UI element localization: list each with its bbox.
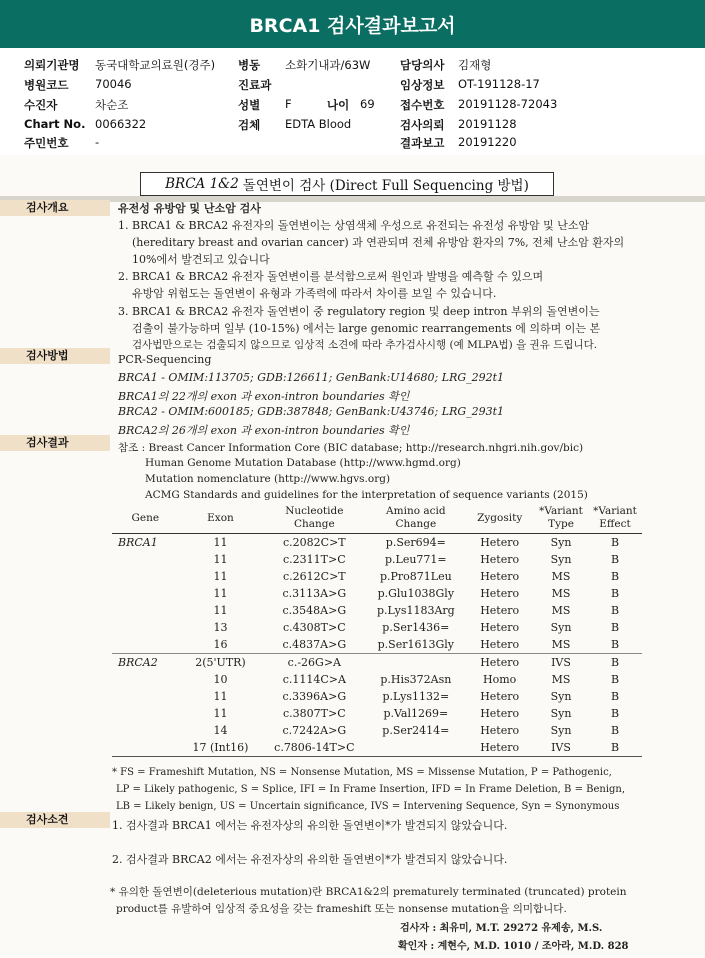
section-method: 검사방법: [0, 348, 110, 364]
cell-exon: 14: [213, 724, 228, 737]
cell-zygosity: Hetero: [480, 707, 520, 720]
cell-variant-type: Syn: [550, 553, 572, 566]
cell-gene: [112, 602, 179, 619]
cell-nucleotide: c.2311T>C: [283, 553, 346, 566]
cell-variant-type: Syn: [550, 690, 572, 703]
deleterious-note: * 유의한 돌연변이(deleterious mutation)란 BRCA1&2의 prematurely terminated (truncated) protein: [110, 886, 627, 898]
overview-heading: 유전성 유방암 및 난소암 검사: [118, 202, 261, 215]
cell-amino-acid: p.Leu771=: [385, 553, 447, 566]
table-row: [112, 671, 642, 688]
cell-zygosity: Homo: [483, 673, 517, 686]
id-value: -: [95, 135, 100, 149]
cell-variant-effect: B: [610, 604, 620, 617]
method-heading: PCR-Sequencing: [118, 353, 212, 366]
cell-variant-effect: B: [610, 536, 620, 549]
cell-variant-effect: B: [588, 654, 642, 672]
cell-gene: [112, 722, 179, 739]
cell-exon: 11: [213, 553, 228, 566]
chart-label: Chart No.: [24, 117, 86, 131]
col-nucleotide: Nucleotide Change: [262, 503, 366, 534]
hospital-value: 동국대학교의료원(경주): [95, 58, 216, 72]
table-row: [112, 602, 642, 619]
cell-variant-type: IVS: [534, 654, 588, 672]
cell-amino-acid: p.Ser694=: [385, 536, 446, 549]
overview-line: 10%에서 발견되고 있습니다: [132, 253, 270, 266]
receipt-value: 20191128-72043: [458, 97, 558, 111]
overview-line: (hereditary breast and ovarian cancer) 과 연관되며 전체 유방암 환자의 7%, 전체 난소암 환자의: [132, 236, 625, 249]
patient-label: 수진자: [24, 98, 58, 112]
table-row: [112, 705, 642, 722]
reference-line: Human Genome Mutation Database (http://www.hgmd.org): [145, 457, 461, 469]
overview-line: 검출이 불가능하며 일부 (10-15%) 에서는 large genomic rearrangements 에 의하며 이는 본: [132, 322, 601, 335]
cell-gene: [112, 585, 179, 602]
specimen-value: EDTA Blood: [285, 117, 352, 131]
cell-variant-type: MS: [551, 587, 571, 600]
opinion-line: 2. 검사결과 BRCA2 에서는 유전자상의 유의한 돌연변이*가 발견되지 않았습니다.: [112, 853, 508, 866]
cell-variant-effect: B: [610, 690, 620, 703]
method-line: BRCA2의 26개의 exon 과 exon-intron boundaries 확인: [118, 424, 410, 437]
table-row: [112, 688, 642, 705]
cell-gene: [112, 636, 179, 654]
cell-zygosity: Hetero: [480, 536, 520, 549]
cell-zygosity: Hetero: [480, 604, 520, 617]
approver-signature: 확인자 : 계현수, M.D. 1010 / 조아라, M.D. 828: [398, 941, 629, 952]
test-title-genes: BRCA 1&2: [165, 176, 239, 192]
cell-gene: [112, 739, 179, 757]
table-row: [112, 585, 642, 602]
table-row: [112, 568, 642, 585]
cell-amino-acid: [366, 654, 465, 672]
table-row: [112, 654, 642, 672]
section-opinion: 검사소견: [0, 812, 110, 828]
cell-zygosity: Hetero: [480, 621, 520, 634]
reference-line: ACMG Standards and guidelines for the interpretation of sequence variants (2015): [145, 489, 588, 501]
test-title: [140, 172, 554, 196]
col-variant-effect: *Variant Effect: [588, 503, 642, 534]
cell-variant-effect: B: [610, 673, 620, 686]
cell-variant-effect: B: [610, 621, 620, 634]
report-title: BRCA1 검사결과보고서: [0, 0, 705, 48]
cell-zygosity: Hetero: [480, 724, 520, 737]
cell-amino-acid: [366, 739, 465, 757]
test-title-text: 돌연변이 검사 (Direct Full Sequencing 방법): [242, 178, 529, 194]
cell-exon: 17 (Int16): [179, 739, 263, 757]
cell-variant-type: MS: [551, 673, 571, 686]
cell-zygosity: Hetero: [465, 739, 534, 757]
cell-nucleotide: c.3548A>G: [282, 604, 347, 617]
cell-exon: 16: [213, 638, 228, 651]
cell-gene: [112, 619, 179, 636]
cell-exon: 2(5'UTR): [179, 654, 263, 672]
footnote-line: * FS = Frameshift Mutation, NS = Nonsense Mutation, MS = Missense Mutation, P = Pathogenic,: [112, 767, 612, 778]
footnote-line: LP = Likely pathogenic, S = Splice, IFI = In Frame Insertion, IFD = In Frame Deletion, B = Benign,: [116, 784, 626, 795]
opinion-line: 1. 검사결과 BRCA1 에서는 유전자상의 유의한 돌연변이*가 발견되지 않았습니다.: [112, 819, 508, 832]
code-label: 병원코드: [24, 78, 69, 92]
ward-label: 병동: [238, 58, 261, 72]
section-overview: 검사개요: [0, 200, 110, 216]
cell-nucleotide: c.-26G>A: [262, 654, 366, 672]
cell-nucleotide: c.3396A>G: [282, 690, 347, 703]
request-label: 검사의뢰: [400, 118, 445, 132]
method-line: BRCA1의 22개의 exon 과 exon-intron boundaries 확인: [118, 390, 410, 403]
dept-label: 진료과: [238, 78, 272, 92]
table-header-row: [112, 503, 642, 534]
cell-zygosity: Hetero: [480, 570, 520, 583]
code-value: 70046: [95, 77, 132, 91]
cell-gene: [112, 705, 179, 722]
doctor-value: 김재형: [458, 58, 492, 72]
receipt-label: 접수번호: [400, 98, 445, 112]
sex-label: 성별: [238, 98, 261, 112]
cell-amino-acid: p.His372Asn: [380, 673, 452, 686]
col-amino-acid: Amino acid Change: [366, 503, 465, 534]
variant-table: [112, 503, 642, 757]
overview-line: 유방암 위험도는 돌연변이 유형과 가족력에 따라서 차이를 보일 수 있습니다.: [132, 287, 497, 300]
table-row: [112, 551, 642, 568]
cell-exon: 11: [213, 587, 228, 600]
cell-exon: 11: [213, 570, 228, 583]
cell-nucleotide: c.7806-14T>C: [262, 739, 366, 757]
cell-amino-acid: p.Val1269=: [383, 707, 449, 720]
cell-variant-effect: B: [610, 553, 620, 566]
col-variant-type: *Variant Type: [534, 503, 588, 534]
col-zygosity: Zygosity: [465, 503, 534, 534]
overview-line: 3. BRCA1 & BRCA2 유전자 돌연변이 중 regulatory region 및 deep intron 부위의 돌연변이는: [118, 305, 600, 318]
cell-nucleotide: c.1114C>A: [282, 673, 346, 686]
cell-zygosity: Hetero: [480, 690, 520, 703]
cell-exon: 11: [213, 690, 228, 703]
cell-nucleotide: c.3807T>C: [283, 707, 346, 720]
method-line: BRCA1 - OMIM:113705; GDB:126611; GenBank:U14680; LRG_292t1: [118, 371, 505, 384]
cell-variant-effect: B: [610, 587, 620, 600]
doctor-label: 담당의사: [400, 58, 445, 72]
examiner-signature: 검사자 : 최유미, M.T. 29272 유제송, M.S.: [400, 923, 603, 934]
cell-gene: [112, 568, 179, 585]
cell-variant-type: IVS: [534, 739, 588, 757]
cell-amino-acid: p.Glu1038Gly: [377, 587, 455, 600]
sex-value: F: [285, 97, 292, 111]
cell-exon: 11: [213, 707, 228, 720]
id-label: 주민번호: [24, 136, 69, 150]
cell-variant-type: MS: [551, 570, 571, 583]
cell-variant-effect: B: [610, 724, 620, 737]
cell-nucleotide: c.2082C>T: [283, 536, 346, 549]
cell-nucleotide: c.2612C>T: [283, 570, 346, 583]
cell-amino-acid: p.Ser2414=: [382, 724, 450, 737]
report-date-label: 결과보고: [400, 136, 445, 150]
cell-nucleotide: c.4837A>G: [282, 638, 347, 651]
table-row: [112, 619, 642, 636]
cell-variant-type: Syn: [550, 536, 572, 549]
col-exon: Exon: [179, 503, 263, 534]
cell-amino-acid: p.Lys1183Arg: [376, 604, 455, 617]
cell-nucleotide: c.3113A>G: [282, 587, 347, 600]
cell-variant-effect: B: [610, 638, 620, 651]
section-result: 검사결과: [0, 435, 110, 451]
cell-nucleotide: c.4308T>C: [283, 621, 346, 634]
cell-gene: [112, 671, 179, 688]
cell-amino-acid: p.Ser1436=: [382, 621, 450, 634]
cell-zygosity: Hetero: [480, 587, 520, 600]
table-row: [112, 722, 642, 739]
age-value: 69: [360, 97, 375, 111]
overview-line: 1. BRCA1 & BRCA2 유전자의 돌연변이는 상염색체 우성으로 유전되는 유전성 유방암 및 난소암: [118, 219, 590, 232]
patient-value: 차순조: [95, 98, 129, 112]
cell-exon: 10: [213, 673, 228, 686]
cell-amino-acid: p.Ser1613Gly: [377, 638, 454, 651]
cell-gene: [112, 688, 179, 705]
cell-exon: 13: [213, 621, 228, 634]
cell-nucleotide: c.7242A>G: [282, 724, 347, 737]
method-line: BRCA2 - OMIM:600185; GDB:387848; GenBank:U43746; LRG_293t1: [118, 405, 505, 418]
cell-variant-effect: B: [610, 570, 620, 583]
cell-variant-type: Syn: [550, 621, 572, 634]
table-row: [112, 636, 642, 654]
footnote-line: LB = Likely benign, US = Uncertain significance, IVS = Intervening Sequence, Syn = Synonymous: [116, 801, 620, 812]
cell-amino-acid: p.Pro871Leu: [379, 570, 452, 583]
cell-exon: 11: [213, 604, 228, 617]
clinical-value: OT-191128-17: [458, 77, 540, 91]
chart-value: 0066322: [95, 117, 147, 131]
age-label: 나이: [327, 98, 350, 112]
overview-line: 2. BRCA1 & BRCA2 유전자 돌연변이를 분석함으로써 원인과 발병을 예측할 수 있으며: [118, 270, 544, 283]
cell-gene: BRCA2: [112, 654, 179, 672]
cell-zygosity: Hetero: [480, 638, 520, 651]
request-value: 20191128: [458, 117, 517, 131]
col-gene: Gene: [112, 503, 179, 534]
cell-variant-type: MS: [551, 604, 571, 617]
reference-line: Mutation nomenclature (http://www.hgvs.org): [145, 473, 391, 485]
cell-amino-acid: p.Lys1132=: [382, 690, 450, 703]
cell-variant-effect: B: [610, 707, 620, 720]
deleterious-note: product를 유발하여 임상적 중요성을 갖는 frameshift 또는 nonsense mutation을 의미합니다.: [116, 903, 567, 915]
report-date-value: 20191220: [458, 135, 517, 149]
cell-gene: [112, 551, 179, 568]
ward-value: 소화기내과/63W: [285, 58, 371, 72]
cell-variant-type: Syn: [550, 724, 572, 737]
reference-line: 참조 : Breast Cancer Information Core (BIC database; http://research.nhgri.nih.gov/bic): [118, 442, 584, 454]
table-row: [112, 534, 642, 552]
cell-zygosity: Hetero: [465, 654, 534, 672]
cell-variant-type: Syn: [550, 707, 572, 720]
clinical-label: 임상정보: [400, 78, 445, 92]
overview-line: 검사법만으로는 검출되지 않으므로 임상적 소견에 따라 추가검사시행 (예 MLPA법) 을 권유 드립니다.: [132, 339, 598, 351]
table-row: [112, 739, 642, 757]
cell-exon: 11: [213, 536, 228, 549]
specimen-label: 검체: [238, 118, 261, 132]
cell-variant-effect: B: [588, 739, 642, 757]
cell-variant-type: MS: [551, 638, 571, 651]
cell-gene: BRCA1: [118, 536, 158, 549]
hospital-label: 의뢰기관명: [24, 58, 80, 72]
cell-zygosity: Hetero: [480, 553, 520, 566]
